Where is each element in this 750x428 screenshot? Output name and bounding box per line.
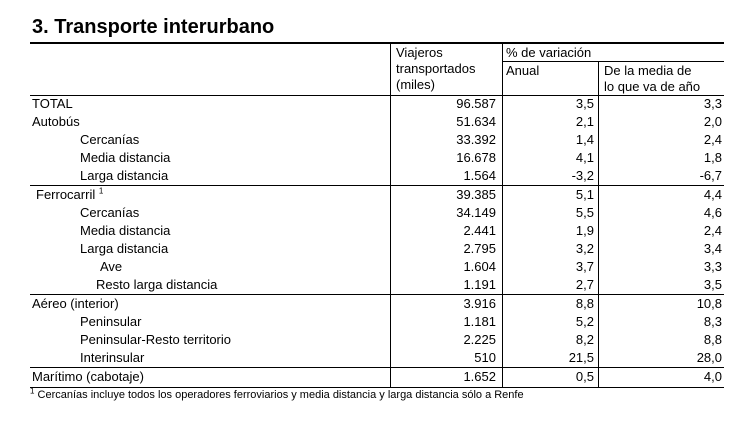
row-label: Interinsular — [80, 350, 145, 365]
cell-viajeros: 510 — [474, 350, 496, 365]
row-label: Peninsular-Resto territorio — [80, 332, 232, 347]
row-label: Media distancia — [80, 150, 171, 165]
row-label: Larga distancia — [80, 241, 169, 256]
cell-anual: 1,9 — [575, 223, 594, 238]
row-label: Cercanías — [80, 205, 140, 220]
cell-viajeros: 3.916 — [463, 296, 496, 311]
table-row — [30, 368, 724, 386]
row-label: Larga distancia — [80, 168, 169, 183]
cell-viajeros: 2.225 — [463, 332, 496, 347]
footnote — [30, 386, 524, 401]
cell-media: 3,3 — [703, 259, 722, 274]
table-row — [30, 149, 724, 167]
cell-media: 3,5 — [703, 277, 722, 292]
cell-anual: -3,2 — [571, 168, 594, 183]
cell-anual: 4,1 — [575, 150, 594, 165]
table-row-total — [30, 95, 724, 113]
cell-media: 1,8 — [703, 150, 722, 165]
cell-media: 2,4 — [703, 223, 722, 238]
header-variation-group: % de variación — [506, 45, 592, 60]
header-viajeros — [396, 45, 476, 93]
cell-viajeros: 39.385 — [456, 187, 496, 202]
row-label: Aéreo (interior) — [32, 296, 119, 311]
cell-media: 8,3 — [703, 314, 722, 329]
cell-anual: 3,7 — [575, 259, 594, 274]
row-label: Media distancia — [80, 223, 171, 238]
cell-anual: 8,8 — [575, 296, 594, 311]
cell-viajeros: 51.634 — [456, 114, 496, 129]
table-row — [30, 258, 724, 276]
row-label: Resto larga distancia — [96, 277, 218, 292]
cell-viajeros: 2.795 — [463, 241, 496, 256]
table-row — [30, 313, 724, 331]
cell-media: 8,8 — [703, 332, 722, 347]
cell-anual: 5,5 — [575, 205, 594, 220]
table-row — [30, 131, 724, 149]
cell-anual: 3,5 — [575, 96, 594, 111]
cell-viajeros: 1.604 — [463, 259, 496, 274]
cell-anual: 1,4 — [575, 132, 594, 147]
row-label: Autobús — [32, 114, 80, 129]
cell-anual: 2,7 — [575, 277, 594, 292]
table-row — [30, 204, 724, 222]
row-label: Cercanías — [80, 132, 140, 147]
table-row — [30, 331, 724, 349]
footnote-marker: 1 — [98, 186, 104, 196]
row-label — [36, 186, 103, 204]
cell-anual: 5,1 — [575, 187, 594, 202]
header-media-line1: De la media de — [604, 63, 692, 78]
cell-media: 28,0 — [696, 350, 722, 365]
cell-viajeros: 96.587 — [456, 96, 496, 111]
cell-media: -6,7 — [699, 168, 722, 183]
footnote-text: Cercanías incluye todos los operadores ferroviarios y media distancia y larga distancia sólo a Renfe — [34, 389, 524, 401]
header-viajeros-line1: Viajeros — [396, 45, 443, 60]
cell-viajeros: 33.392 — [456, 132, 496, 147]
cell-anual: 2,1 — [575, 114, 594, 129]
cell-viajeros: 34.149 — [456, 205, 496, 220]
cell-anual: 8,2 — [575, 332, 594, 347]
top-rule — [30, 42, 724, 44]
cell-viajeros: 1.564 — [463, 168, 496, 183]
header-media — [604, 63, 700, 95]
table-row — [30, 276, 724, 294]
cell-viajeros: 1.652 — [463, 369, 496, 384]
cell-anual: 21,5 — [568, 350, 594, 365]
cell-media: 10,8 — [696, 296, 722, 311]
cell-media: 4,0 — [703, 369, 722, 384]
header-group-rule — [502, 61, 724, 62]
cell-viajeros: 1.181 — [463, 314, 496, 329]
table-bottom-rule — [30, 387, 724, 388]
footnote-marker: 1 — [30, 386, 35, 396]
cell-media: 3,3 — [703, 96, 722, 111]
row-label: Marítimo (cabotaje) — [32, 369, 144, 384]
header-media-line2: lo que va de año — [604, 79, 701, 94]
cell-anual: 5,2 — [575, 314, 594, 329]
table-row — [30, 222, 724, 240]
cell-anual: 0,5 — [575, 369, 594, 384]
table-row — [30, 349, 724, 367]
cell-anual: 3,2 — [575, 241, 594, 256]
table-row — [30, 113, 724, 131]
cell-media: 2,4 — [703, 132, 722, 147]
table-row — [30, 295, 724, 313]
cell-viajeros: 1.191 — [463, 277, 496, 292]
row-label: Peninsular — [80, 314, 142, 329]
cell-media: 2,0 — [703, 114, 722, 129]
row-label-text: Ferrocarril — [36, 187, 96, 202]
table-row — [30, 167, 724, 185]
cell-media: 4,6 — [703, 205, 722, 220]
cell-viajeros: 16.678 — [456, 150, 496, 165]
cell-viajeros: 2.441 — [463, 223, 496, 238]
table-row — [30, 186, 724, 204]
row-label: TOTAL — [32, 96, 73, 111]
table-title: 3. Transporte interurbano — [32, 16, 275, 38]
header-viajeros-line3: (miles) — [396, 77, 435, 92]
row-label: Ave — [100, 259, 123, 274]
table-row — [30, 240, 724, 258]
header-anual: Anual — [506, 63, 540, 78]
header-viajeros-line2: transportados — [396, 61, 476, 76]
cell-media: 4,4 — [703, 187, 722, 202]
cell-media: 3,4 — [703, 241, 722, 256]
